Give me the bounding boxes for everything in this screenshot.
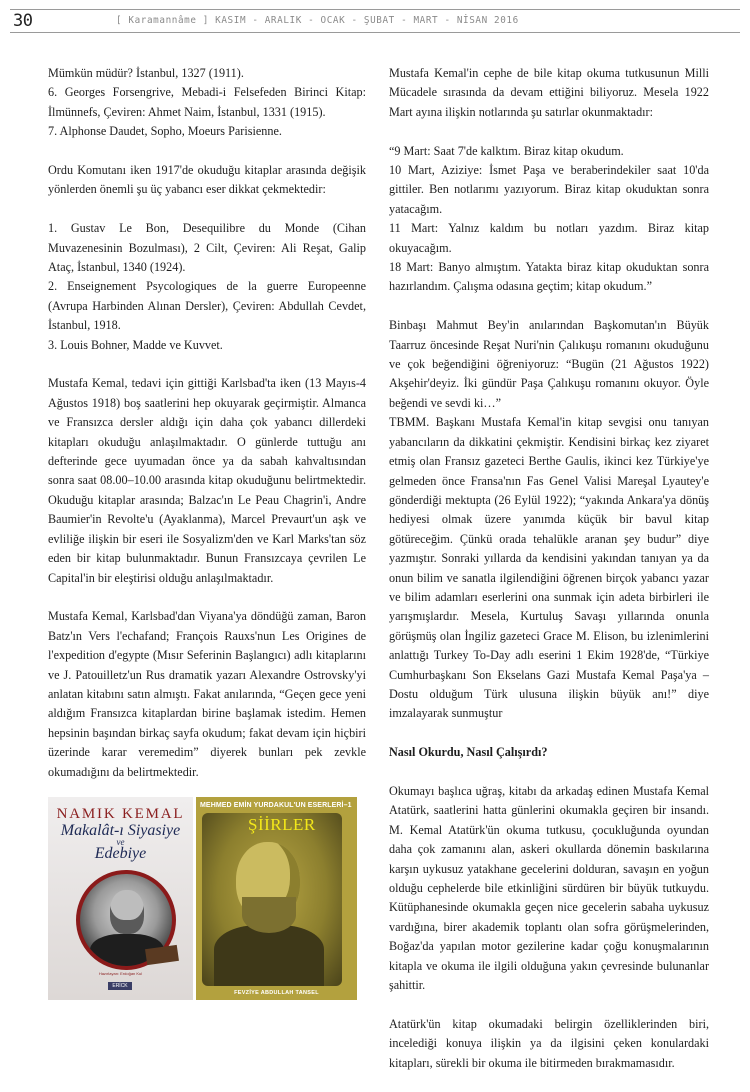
list-item: 2. Enseignement Psycologiques de la guerre Europeenne (Avrupa Harbinden Alınan Dersler), Çeviren: Abdullah Cevdet, İstanbul, 1918. bbox=[48, 279, 366, 333]
page-number: 30 bbox=[13, 11, 33, 31]
list-item: 1. Gustav Le Bon, Desequilibre du Monde (Cihan Muvazenesinin Bozulması), 2 Cilt, Çeviren: Ali Reşat, Galip Ataç, İstanbul, 1340 (1924). bbox=[48, 221, 366, 275]
paragraph: Binbaşı Mahmut Bey'in anılarından Başkomutan'ın Büyük Taarruz öncesinde Reşat Nuri'nin Çalıkuşu romanını okuduğunu ve çok beğendiğini öğreniyoruz: “Bugün (21 Ağustos 1922) Akşehir'deyiz. İki gündür Paşa Çalıkuşu romanını okuyor. Öyle beğendi ve sevdi ki…” bbox=[389, 318, 709, 410]
list-item: 3. Louis Bohner, Madde ve Kuvvet. bbox=[48, 337, 223, 352]
cover-title: ŞİİRLER bbox=[248, 815, 316, 834]
quill-book-illustration bbox=[145, 945, 179, 965]
cover-author: FEVZİYE ABDULLAH TANSEL bbox=[234, 990, 319, 996]
diary-entry: “9 Mart: Saat 7'de kalktım. Biraz kitap okudum. bbox=[389, 143, 624, 158]
paragraph: Atatürk'ün kitap okumadaki belirgin özelliklerinden biri, incelediği konuya ilişkin ya da ilgisini çeken konulardaki kitapları, sürekli bir okuma ile bitirmeden bırakmamasıdır. bbox=[389, 1016, 709, 1070]
diary-entry: 10 Mart, Aziziye: İsmet Paşa ve beraberindekiler saat 10'da gittiler. Ben notlarımı yazıyorum. Biraz kitap okuduktan sonra yatacağım. bbox=[389, 163, 709, 216]
portrait-face bbox=[110, 890, 144, 934]
cover-editor: Hazırlayan: Erdoğan Kul bbox=[98, 971, 143, 976]
page-header bbox=[10, 9, 740, 33]
running-head: [ Karamannâme ] KASIM - ARALIK - OCAK - ŞUBAT - MART - NİSAN 2016 bbox=[116, 15, 519, 26]
cover-title-joiner: ve bbox=[116, 837, 125, 847]
paragraph: TBMM. Başkanı Mustafa Kemal'in kitap sevgisi onu tanıyan yabancıların da dikkatini çekmiştir. Kendisini birkaç kez ziyaret etmiş olan Fransız gazeteci Berthe Gaulis, ikinci kez Türkiye'ye gelmeden önce Fransa'nın Fas Genel Valisi Mareşal Lyautey'e gönderdiği mektupta (26 Eylül 1922); “yakında Ankara'ya dönüş hediyesi olmak üzere yanımda küçük bir bavul kitap götüreceğim. Çünkü orada tehalükle aranan şey budur” diye yazmıştır. Sonraki yıllarda da kendisini yakından tanıyan ya da onun bilim ve sanatla ilgilendiğini öğrenen birçok yabancı yazar ve bilim adamları eserlerini ona sunmak için adeta birbirleri ile yarışmışlardır. Mesela, Kurtuluş Savaşı yıllarında onunla görüşmüş olan İngiliz gazeteci Grace M. Elison, bu izlenimlerini anlattığı Turkey To-Day adlı eserini 1 Ekim 1928'de, “Türkiye Cumhurbaşkanı Son Ekselans Gazi Mustafa Kemal Paşa'ya – Dostu olduğum Türk ulusuna ilişkin büyük anı!” diye imzalayarak sunmuştur bbox=[389, 415, 709, 721]
portrait-beard bbox=[242, 897, 296, 933]
section-heading: Nasıl Okurdu, Nasıl Çalışırdı? bbox=[389, 745, 548, 760]
book-cover-namik-kemal bbox=[48, 797, 193, 1000]
diary-entry: 18 Mart: Banyo almıştım. Yatakta biraz kitap okuduktan sonra hazırlandım. Çalışma odasına geçtim; kitap okudum.” bbox=[389, 260, 709, 294]
cover-title-line-2: Edebiye bbox=[94, 845, 147, 862]
paragraph: Mustafa Kemal, tedavi için gittiği Karlsbad'ta iken (13 Mayıs-4 Ağustos 1918) boş saatlerini hep okuyarak geçirmiştir. Almanca ve Fransızca dersler aldığı için daha çok yabancı dillerdeki kitapları okuduğu anlaşılmaktadır. O günlerde tuttuğu anı defterinde gece uyumadan önce ya da sabah kahvaltısından sonra saat 08.00–10.00 arasında kitap okuduğunu belirtmektedir. Okuduğu kitaplar arasında; Balzac'ın Le Peau Chagrin'i, Andre Baumier'in Revolte'u (Ayaklanma), Marcel Prevaurt'un aşk ve evliliğe ilişkin bir eseri ile Sosyalizm'den ve Karl Marks'tan söz eden bir kitap bulunmaktadır. Bunun Fransızcaya çevrilen Le Capital'in bir eleştirisi olduğu anlaşılmaktadır. bbox=[48, 376, 366, 585]
book-cover-siirler bbox=[196, 797, 357, 1000]
paragraph: Okumayı başlıca uğraş, kitabı da arkadaş edinen Mustafa Kemal Atatürk, saatlerini hatta günlerini okumakla geçiren bir insandı. M. Kemal Atatürk'ün okuma tutkusu, çocukluğunda oyundan daha çok zamanını alan, askeri okullarda dönemin baskılarına karşın uykusuz yatakhane gecelerini dolduran, savaşın en yoğun olduğu cephelerde bile etkinliğini sürdüren bir büyük tutkuydu. Kütüphanesinde okumakla geçen nice gecelerin sabaha uykusuz vardığına, birer akademik toplantı olan sofra görüşmelerinden, Boğaz'da yapılan motor gezilerine kadar çoğu konuşmalarının kitapla ve okuma ile ilgili olduğuna yakın çevresinde bulunanlar şahittir. bbox=[389, 783, 709, 993]
list-item: Mümkün müdür? İstanbul, 1327 (1911). bbox=[48, 66, 244, 80]
diary-entry: 11 Mart: Yalnız kaldım bu notları yazdım. Biraz kitap okuyacağım. bbox=[389, 221, 709, 255]
cover-title bbox=[48, 823, 193, 861]
paragraph: Mustafa Kemal'in cephe de bile kitap okuma tutkusunun Milli Mücadele sırasında da devam ettiğini biliyoruz. Mesela 1922 Mart ayına ilişkin notlarında şu satırlar okunmaktadır: bbox=[389, 66, 709, 119]
paragraph: Mustafa Kemal, Karlsbad'dan Viyana'ya döndüğü zaman, Baron Batz'ın Vers l'echafand; François Rauxs'nun Les Origines de l'expedition d'egypte (Mısır Seferinin Başlangıcı) adlı kitaplarını ve J. Patouilletz'un Rus dramatik yazarı Alexandre Ostrovsky'yi anlatan kitabını satın almıştı. Fakat anılarında, “Geçen gece yeni aldığım Fransızca kitaplardan birine başlamak istedim. Hemen hepsinin başından birkaç sayfa okudum; fakat devam için hiçbiri üzerinde karar veremedim” diyerek bunları pek zevkle okumadığını da belirtmektedir. bbox=[48, 609, 366, 779]
cover-series: MEHMED EMİN YURDAKUL'UN ESERLERİ–1 bbox=[200, 802, 352, 809]
portrait-body bbox=[214, 925, 324, 986]
left-column bbox=[48, 64, 366, 801]
cover-title-line-1: Makalât-ı Siyasiye bbox=[60, 822, 181, 839]
paragraph: Ordu Komutanı iken 1917'de okuduğu kitaplar arasında değişik yönlerden önemli şu üç yabancı eser dikkat çekmektedir: bbox=[48, 163, 366, 197]
right-column bbox=[389, 64, 709, 1092]
list-item: 7. Alphonse Daudet, Sopho, Moeurs Parisienne. bbox=[48, 124, 282, 139]
cover-author: NAMIK KEMAL bbox=[56, 806, 185, 822]
book-covers-figure bbox=[48, 797, 358, 1000]
list-item: 6. Georges Forsengrive, Mebadi-i Felsefeden Birinci Kitap: İlmünnefs, Çeviren: Ahmet Naim, İstanbul, 1331 (1915). bbox=[48, 85, 366, 119]
publisher-logo: ERİCK bbox=[108, 982, 132, 990]
